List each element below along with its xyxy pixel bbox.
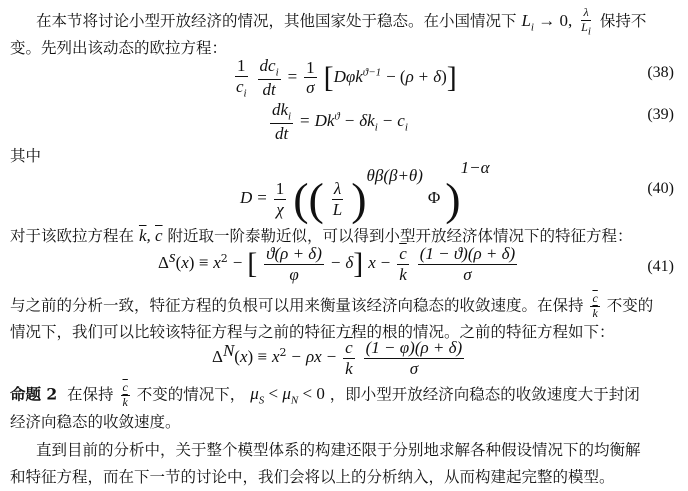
eq-number-38: (38)	[647, 64, 674, 81]
equation-40: D = $\frac{1}{\chi}$ (( $\frac{\lambda}{L}$ )$^{\theta\beta(\beta+\theta)}$ Φ )$^{1-\alpha}$	[240, 158, 490, 225]
para4-line1: 直到目前的分析中，关于整个模型体系的构建还限于分别地求解各种假设情况下的均衡解	[36, 441, 641, 459]
math-kbar-cbar: $\overline{k}$, $\overline{c}$	[138, 226, 163, 245]
proposition-label: 命题 2	[10, 384, 58, 404]
para1-line2: 变。先列出该动态的欧拉方程：	[10, 39, 228, 57]
para3-line2: 情况下，我们可以比较该特征方程与之前的特征方程的根的情况。之前的特征方程如下：	[10, 323, 615, 341]
para1-text-b: 保持不	[599, 11, 647, 30]
eq-number-41: (41)	[647, 258, 674, 275]
eq-number-40: (40)	[647, 180, 674, 197]
math-limit: $L_i \to 0$,	[521, 10, 573, 34]
para3-text-b: 不变的	[606, 296, 654, 315]
para3-text-a: 与之前的分析一致，特征方程的负根可以用来衡量该经济向稳态的收敛速度。在保持	[10, 296, 584, 315]
para4-line2: 和特征方程，而在下一节的讨论中，我们会将以上的分析纳入，从而构建起完整的模型。	[10, 468, 615, 486]
math-mu-inequality: $\mu_S < \mu_N < 0$	[250, 384, 325, 407]
math-cbar-over-kbar-2: $\frac{\overline{c}}{k}$	[122, 380, 128, 409]
equation-previous: $\Delta^N(x) \equiv x^2 - \rho x$ − $\frac{\overline{c}}{k}$ $\frac{(1 - \varphi)(\rho + \delta)}{\sigma}$	[212, 338, 463, 378]
eq-number-39: (39)	[647, 106, 674, 123]
prop-text-c: ，即小型开放经济向稳态的收敛速度大于封闭	[329, 385, 640, 404]
para3-line1	[10, 292, 653, 321]
equation-39: $\frac{dk_i}{dt}$ = $Dk^ϑ - \delta k_i - c_i$	[272, 100, 408, 144]
para1-line1	[36, 6, 646, 38]
proposition-line1	[10, 381, 640, 410]
para1-text-a: 在本节将讨论小型开放经济的情况，其他国家处于稳态。在小国情况下	[36, 11, 517, 30]
prop-text-a: 在保持	[67, 385, 114, 404]
para2-line	[10, 224, 633, 246]
equation-41: $\Delta^s(x) \equiv x^2$ − [ $\frac{ϑ(\rho + \delta)}{\varphi}$ − δ] x − $\frac{\overline{c}}{k}$ $\frac{(1 - ϑ)(\rho + \delta)}{\sigma}$	[158, 244, 516, 284]
para2-text-b: 附近取一阶泰勒近似，可以得到小型开放经济体情况下的特征方程：	[167, 227, 633, 245]
para2-text-a: 对于该欧拉方程在	[10, 227, 135, 245]
proposition-line2: 经济向稳态的收敛速度。	[10, 413, 181, 431]
math-lambda-over-li: $\frac{\lambda}{L_i}$	[581, 5, 591, 38]
qizhong-label: 其中	[10, 147, 42, 165]
math-cbar-over-kbar: $\frac{\overline{c}}{k}$	[592, 291, 598, 320]
equation-38: $\frac{1}{c_i}$ $\frac{dc_i}{dt}$ = $\frac{1}{\sigma}$ [Dφk$^{ϑ-1}$ − (ρ + δ)]	[236, 56, 457, 100]
prop-text-b: 不变的情况下，	[136, 385, 246, 404]
